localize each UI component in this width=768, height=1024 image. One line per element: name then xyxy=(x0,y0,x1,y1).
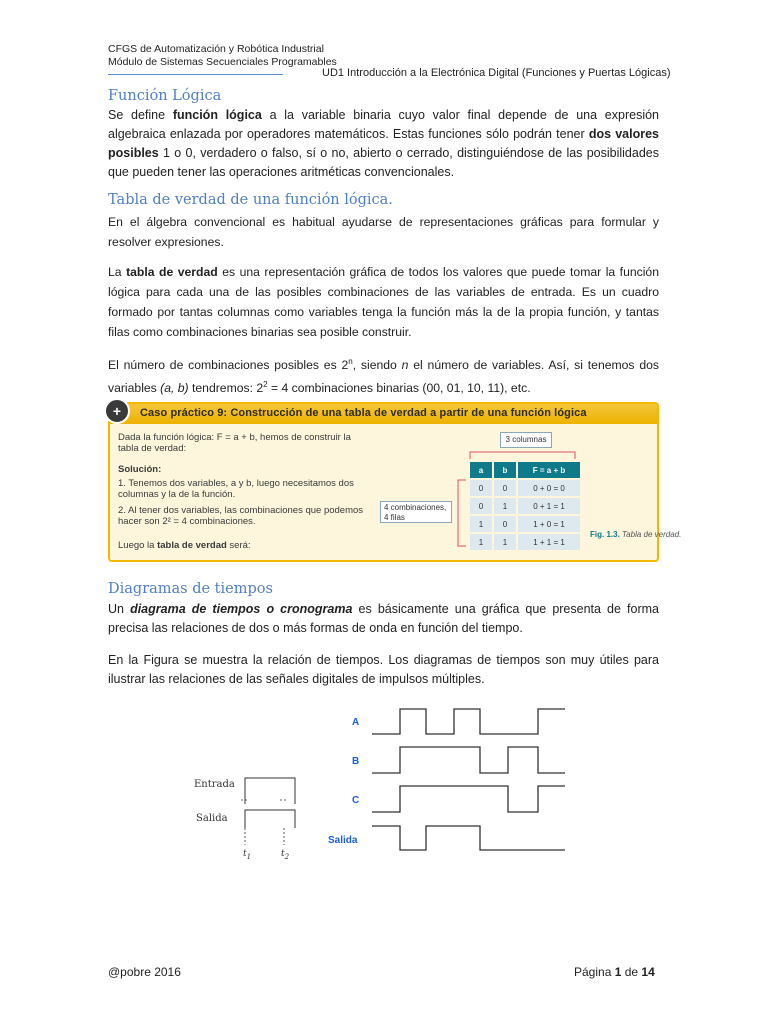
timing-diagram xyxy=(320,700,620,860)
paragraph-cronograma: Un diagrama de tiempos o cronograma es básicamente una gráfica que presenta de forma precisa las relaciones de dos o más formas de onda en función del tiempo. xyxy=(108,602,660,635)
header-b: b xyxy=(494,462,516,478)
table-row: 1 0 1 + 0 = 1 xyxy=(470,516,580,532)
section-title-diagramas: Diagramas de tiempos xyxy=(108,581,273,597)
case-solution-label: Solución: xyxy=(118,464,162,475)
signal-label-salida: Salida xyxy=(328,835,358,846)
label-entrada: Entrada xyxy=(194,779,235,790)
header-line-2: Módulo de Sistemas Secuenciales Programables xyxy=(108,56,337,68)
signal-label-a: A xyxy=(352,717,360,728)
paragraph-combinaciones: El número de combinaciones posibles es 2$^n$, siendo n el número de variables. Así, si tenemos dos variables (a, b) tendremos: $2^2 = 4$ combinaciones binarias (00, 01, 10, 11), etc. xyxy=(108,357,659,396)
case-conclusion: Luego la tabla de verdad será: xyxy=(118,540,251,551)
header-f: F = a + b xyxy=(518,462,580,478)
label-salida: Salida xyxy=(196,813,228,824)
truth-table-header xyxy=(470,462,580,478)
header-divider xyxy=(108,74,283,75)
input-output-diagram xyxy=(190,770,310,865)
label-t1: $t_1$ xyxy=(243,849,252,861)
figure-caption: Fig. 1.3. Tabla de verdad. xyxy=(590,530,682,539)
header-a: a xyxy=(470,462,492,478)
waveform-b xyxy=(372,747,565,773)
case-study-title: Caso práctico 9: Construcción de una tabla de verdad a partir de una función lógica xyxy=(140,407,587,419)
signal-label-c: C xyxy=(352,795,360,806)
plus-icon: + xyxy=(104,398,130,424)
label-4-combinaciones: 4 combinaciones, 4 filas xyxy=(380,501,452,523)
section-title-funcion-logica: Función Lógica xyxy=(108,88,222,104)
waveform-a xyxy=(372,709,565,734)
section-title-tabla-verdad: Tabla de verdad de una función lógica. xyxy=(108,192,393,208)
footer-page-number: Página 1 de 14 xyxy=(574,965,655,979)
table-row: 1 1 1 + 1 = 1 xyxy=(470,534,580,550)
paragraph-tabla-verdad: La tabla de verdad es una representación gráfica de todos los valores que puede tomar la función lógica para cada una de las posibles combinaciones de las variables de entrada. Es un cuadro formado por tantas columnas como variables tenga la función más la de la propia función, y tantas filas como combinaciones binarias sea posible construir. xyxy=(108,265,659,339)
paragraph-funcion-logica: Se define función lógica a la variable binaria cuyo valor final depende de una expresión algebraica enlazada por operadores matemáticos. Estas funciones sólo podrán tener dos valores posibles 1 o 0, verdadero o falso, sí o no, abierto o cerrado, distinguiéndose de las posibilidades que pueden tener las operaciones aritméticas convencionales. xyxy=(108,108,659,179)
table-row: 0 1 0 + 1 = 1 xyxy=(470,498,580,514)
case-item-1: 1. Tenemos dos variables, a y b, luego necesitamos dos columnas y la de la función. xyxy=(118,478,354,500)
waveform-salida xyxy=(372,826,565,850)
signal-label-b: B xyxy=(352,756,360,767)
truth-table xyxy=(468,460,582,552)
case-given-text: Dada la función lógica: F = a + b, hemos de construir la tabla de verdad: xyxy=(118,432,351,454)
footer-author: @pobre 2016 xyxy=(108,965,181,979)
label-3-columnas: 3 columnas xyxy=(500,432,552,448)
paragraph-algebra: En el álgebra convencional es habitual ayudarse de representaciones gráficas para formular y resolver expresiones. xyxy=(108,215,659,249)
header-institution xyxy=(108,43,337,69)
columns-bracket xyxy=(465,448,585,460)
header-unit-title: UD1 Introducción a la Electrónica Digital (Funciones y Puertas Lógicas) xyxy=(322,67,671,79)
case-item-2: 2. Al tener dos variables, las combinaciones que podemos hacer son 2² = 4 combinaciones. xyxy=(118,505,364,527)
label-t2: $t_2$ xyxy=(281,849,290,861)
table-row: 0 0 0 + 0 = 0 xyxy=(470,480,580,496)
header-line-1: CFGS de Automatización y Robótica Industrial xyxy=(108,43,324,55)
waveform-c xyxy=(372,786,565,812)
paragraph-figura: En la Figura se muestra la relación de tiempos. Los diagramas de tiempos son muy útiles para ilustrar las relaciones de las señales digitales de impulsos múltiples. xyxy=(108,653,659,686)
case-study-title-bar xyxy=(110,404,657,424)
